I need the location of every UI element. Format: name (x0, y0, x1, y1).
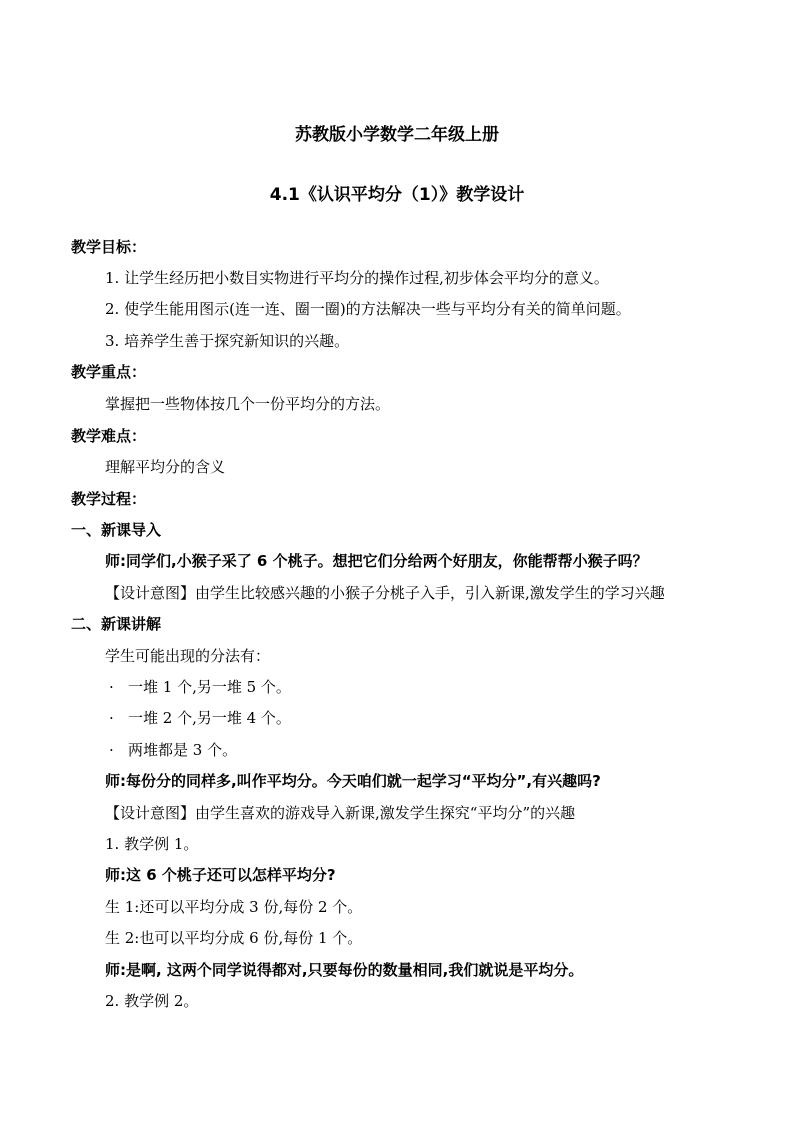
example-1-student-2: 生 2:也可以平均分成 6 份,每份 1 个。 (105, 929, 363, 947)
example-1-student-1: 生 1:还可以平均分成 3 份,每份 2 个。 (105, 898, 363, 916)
example-1-teacher-summary: 师:是啊, 这两个同学说得都对,只要每份的数量相同,我们就说是平均分。 (105, 961, 584, 979)
difficulty-heading: 教学难点： (71, 427, 147, 445)
example-2-heading: 2. 教学例 2。 (105, 992, 199, 1010)
section-1-teacher-line: 师:同学们,小猴子采了 6 个桃子。想把它们分给两个好朋友，你能帮帮小猴子吗？ (105, 552, 648, 570)
section-2-teacher-line: 师:每份分的同样多,叫作平均分。今天咱们就一起学习“平均分”,有兴趣吗? (105, 772, 601, 790)
goal-item: 2. 使学生能用图示(连一连、圈一圈)的方法解决一些与平均分有关的简单问题。 (105, 300, 631, 318)
doc-title-textbook: 苏教版小学数学二年级上册 (295, 125, 499, 145)
goal-item: 1. 让学生经历把小数目实物进行平均分的操作过程,初步体会平均分的意义。 (105, 269, 609, 287)
doc-title-lesson: 4.1《认识平均分（1）》教学设计 (269, 185, 525, 205)
example-1-heading: 1. 教学例 1。 (105, 835, 199, 853)
bullet-marker: · (109, 709, 114, 727)
section-2-heading: 二、新课讲解 (71, 615, 162, 633)
section-1-heading: 一、新课导入 (71, 521, 162, 539)
key-point-heading: 教学重点： (71, 363, 147, 381)
bullet-marker: · (109, 678, 114, 696)
bullet-marker: · (109, 741, 114, 759)
example-1-teacher-question: 师:这 6 个桃子还可以怎样平均分? (105, 866, 336, 884)
goals-heading: 教学目标： (71, 238, 147, 256)
key-point-text: 掌握把一些物体按几个一份平均分的方法。 (105, 395, 391, 413)
section-1-design-intent: 【设计意图】由学生比较感兴趣的小猴子分桃子入手，引入新课,激发学生的学习兴趣 (105, 584, 665, 602)
section-2-design-intent: 【设计意图】由学生喜欢的游戏导入新课,激发学生探究“平均分”的兴趣 (105, 804, 576, 822)
goal-item: 3. 培养学生善于探究新知识的兴趣。 (105, 332, 350, 350)
bullet-item: 两堆都是 3 个。 (128, 741, 238, 759)
section-2-intro: 学生可能出现的分法有： (105, 647, 271, 665)
process-heading: 教学过程： (71, 490, 147, 508)
bullet-item: 一堆 2 个,另一堆 4 个。 (128, 709, 291, 727)
bullet-item: 一堆 1 个,另一堆 5 个。 (128, 678, 291, 696)
difficulty-text: 理解平均分的含义 (105, 458, 226, 476)
